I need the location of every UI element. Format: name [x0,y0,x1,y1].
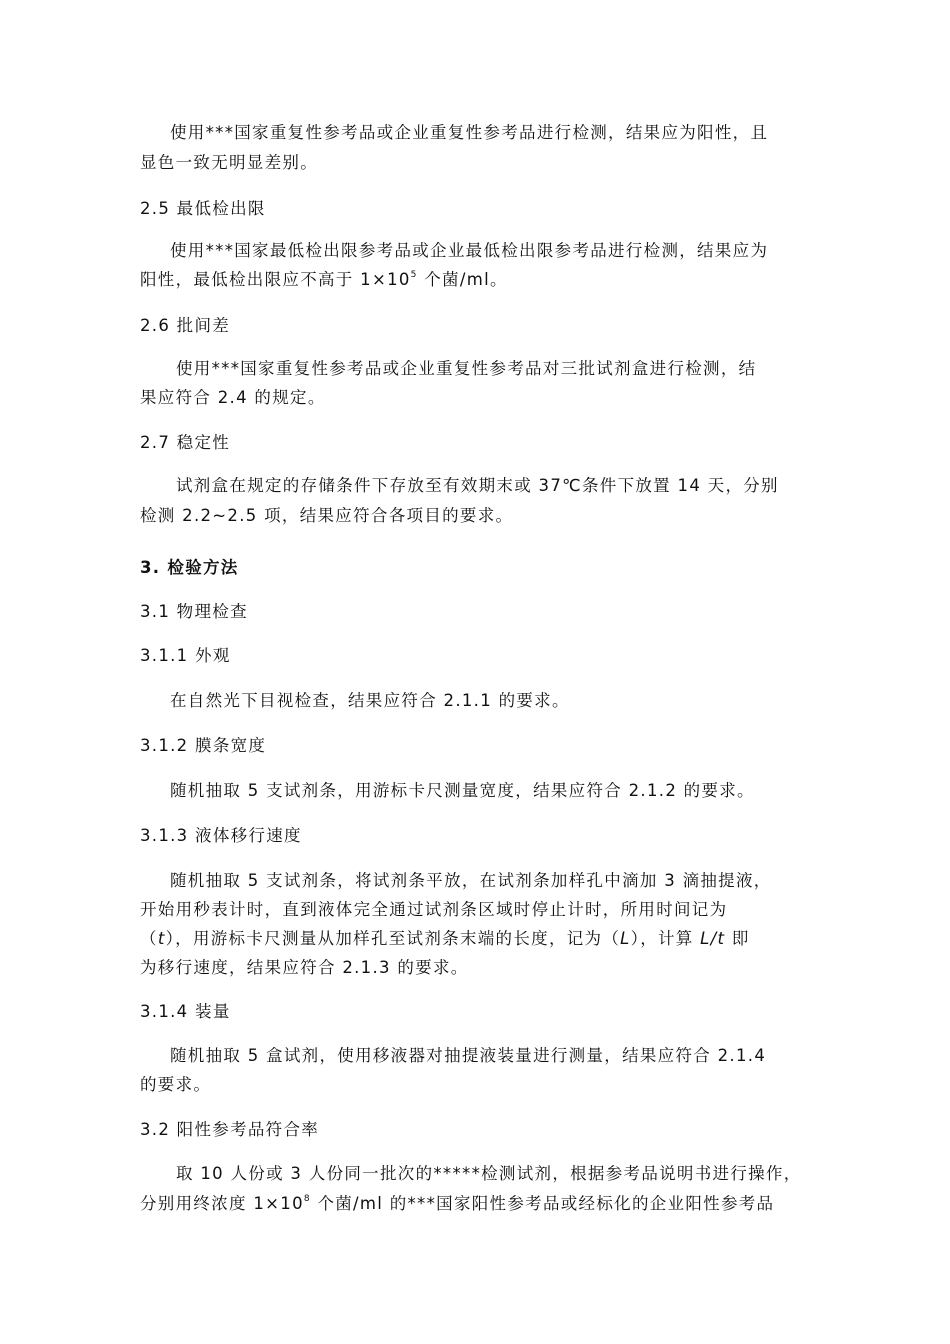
section-heading-2-5: 2.5 最低检出限 [140,199,266,218]
paragraph-line: 在自然光下目视检查，结果应符合 2.1.1 的要求。 [170,691,570,710]
paragraph-line: 的要求。 [140,1075,212,1094]
section-heading-3-1-4: 3.1.4 装量 [140,1002,231,1021]
section-heading-2-6: 2.6 批间差 [140,316,231,335]
paragraph-line: 使用***国家重复性参考品或企业重复性参考品进行检测，结果应为阳性，且 [170,123,769,142]
paragraph-line: 果应符合 2.4 的规定。 [140,388,326,407]
paragraph-line: 分别用终浓度 $1\times 10^8$ 个菌/ml 的***国家阳性参考品或经标化的企业阳性参考品 [140,1193,775,1213]
paragraph-line: 随机抽取 5 盒试剂，使用移液器对抽提液装量进行测量，结果应符合 2.1.4 [170,1046,767,1065]
paragraph-line: 开始用秒表计时，直到液体完全通过试剂条区域时停止计时，所用时间记为 [140,900,728,919]
paragraph-line: 检测 2.2~2.5 项，结果应符合各项目的要求。 [140,506,514,525]
section-heading-3-1-3: 3.1.3 液体移行速度 [140,826,302,845]
paragraph-line: 随机抽取 5 支试剂条，将试剂条平放，在试剂条加样孔中滴加 3 滴抽提液， [170,871,772,890]
paragraph-line: 阳性，最低检出限应不高于 $1\times 10^5$ 个菌/ml。 [140,269,508,289]
paragraph-line: （t），用游标卡尺测量从加样孔至试剂条末端的长度，记为（L），计算 L/t 即 [140,929,750,948]
section-heading-2-7: 2.7 稳定性 [140,433,231,452]
section-heading-3-1: 3.1 物理检查 [140,602,248,621]
paragraph-line: 随机抽取 5 支试剂条，用游标卡尺测量宽度，结果应符合 2.1.2 的要求。 [170,781,755,800]
paragraph-line: 使用***国家重复性参考品或企业重复性参考品对三批试剂盒进行检测，结 [176,359,757,378]
section-heading-3-1-1: 3.1.1 外观 [140,646,231,665]
paragraph-line: 取 10 人份或 3 人份同一批次的*****检测试剂，根据参考品说明书进行操作， [176,1164,802,1183]
section-heading-3-1-2: 3.1.2 膜条宽度 [140,736,267,755]
paragraph-line: 使用***国家最低检出限参考品或企业最低检出限参考品进行检测，结果应为 [170,241,769,260]
paragraph-line: 为移行速度，结果应符合 2.1.3 的要求。 [140,958,469,977]
paragraph-line: 试剂盒在规定的存储条件下存放至有效期末或 37℃条件下放置 14 天，分别 [176,476,779,495]
paragraph-line: 显色一致无明显差别。 [140,153,318,172]
section-heading-3-2: 3.2 阳性参考品符合率 [140,1120,320,1139]
section-heading-3: 3. 检验方法 [140,558,239,577]
